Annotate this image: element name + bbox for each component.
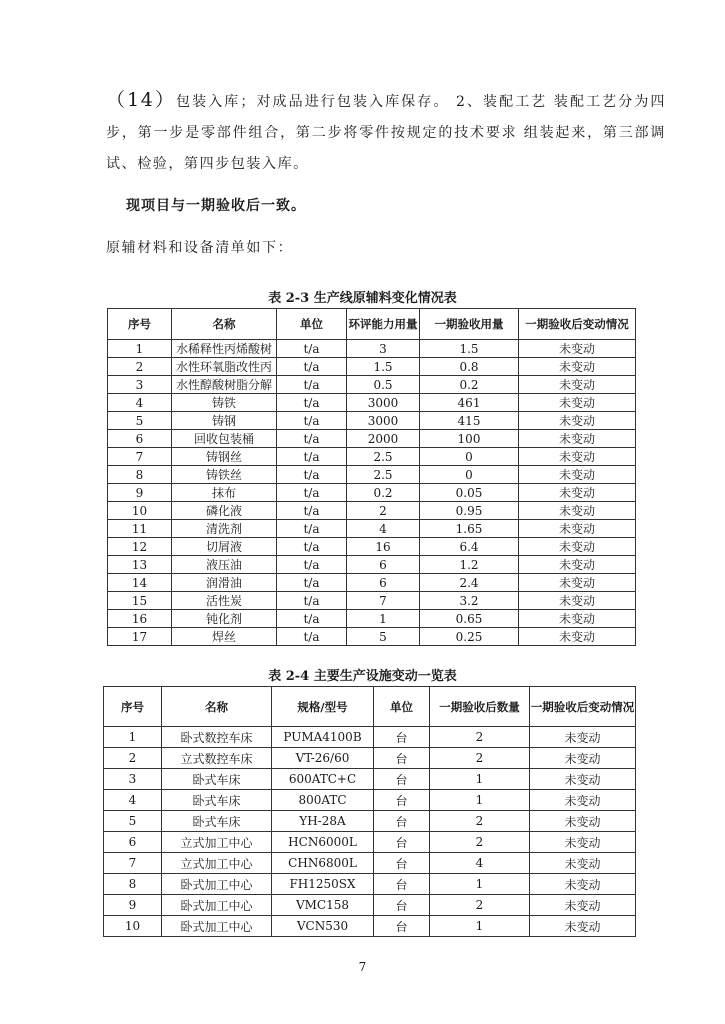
table-cell: 5 [104,811,162,832]
table-cell: FH1250SX [272,874,374,895]
table-cell: 600ATC+C [272,769,374,790]
table-row [104,811,636,832]
table-cell: t/a [277,574,347,592]
table-cell: 未变动 [530,769,636,790]
table-row [108,502,636,520]
header-cell: 名称 [172,309,277,340]
table-cell: 未变动 [519,430,636,448]
table-cell: t/a [277,394,347,412]
table-cell: 水性醇酸树脂分解 [172,376,277,394]
table-cell: 4 [108,394,172,412]
table-cell: 7 [104,853,162,874]
table-cell: 800ATC [272,790,374,811]
table-cell: 水稀释性丙烯酸树 [172,340,277,358]
table-cell: 切屑液 [172,538,277,556]
table-cell: 2.5 [347,448,420,466]
table-cell: t/a [277,556,347,574]
table-cell: 卧式车床 [162,769,272,790]
table-cell: 0.95 [420,502,519,520]
table-cell: 5 [108,412,172,430]
table-cell: 3 [347,340,420,358]
table-cell: 2 [430,832,530,853]
table1-caption: 表 2-3 生产线原辅料变化情况表 [268,291,457,306]
table-cell: 焊丝 [172,628,277,646]
table-cell: 1.5 [347,358,420,376]
table-cell: 立式加工中心 [162,832,272,853]
table-cell: 未变动 [519,466,636,484]
table-cell: 6 [347,556,420,574]
table-cell: 卧式数控车床 [162,727,272,748]
table-cell: 1.5 [420,340,519,358]
table-cell: 9 [108,484,172,502]
table-cell: 0.8 [420,358,519,376]
table-row [108,448,636,466]
header-cell: 一期验收用量 [420,309,519,340]
table-cell: 2.4 [420,574,519,592]
table-cell: 卧式加工中心 [162,895,272,916]
table-cell: 2 [108,358,172,376]
table-cell: 3 [108,376,172,394]
table-cell: 6 [108,430,172,448]
table-header-row [108,309,636,340]
table-cell: VT-26/60 [272,748,374,769]
table-cell: 未变动 [519,556,636,574]
table-cell: 铸铁 [172,394,277,412]
table-row [108,628,636,646]
table-cell: 12 [108,538,172,556]
table-cell: t/a [277,484,347,502]
table-row [104,874,636,895]
header-cell: 单位 [374,687,430,727]
table-row [104,853,636,874]
table-cell: 卧式车床 [162,790,272,811]
table-cell: 15 [108,592,172,610]
table-cell: 台 [374,769,430,790]
table-cell: 未变动 [530,853,636,874]
table-cell: HCN6000L [272,832,374,853]
table-cell: 未变动 [530,811,636,832]
table-cell: t/a [277,520,347,538]
table-cell: 3000 [347,394,420,412]
table-cell: 未变动 [530,916,636,937]
table-cell: t/a [277,466,347,484]
table-cell: 13 [108,556,172,574]
table-cell: VCN530 [272,916,374,937]
table-cell: 未变动 [519,520,636,538]
table-cell: 2 [430,811,530,832]
table-cell: 1 [104,727,162,748]
table-cell: 铸钢 [172,412,277,430]
table-cell: 2.5 [347,466,420,484]
table-cell: 6 [104,832,162,853]
table-row [108,610,636,628]
table-cell: 2 [430,895,530,916]
table-cell: t/a [277,448,347,466]
header-cell: 一期验收后变动情况 [519,309,636,340]
equipment-table [103,686,636,937]
table-cell: 未变动 [519,358,636,376]
table-cell: 2 [347,502,420,520]
table-row [108,556,636,574]
table-cell: 10 [108,502,172,520]
table-cell: 4 [430,853,530,874]
table-cell: 立式加工中心 [162,853,272,874]
table-cell: 1 [430,790,530,811]
table-row [104,790,636,811]
table-cell: 清洗剂 [172,520,277,538]
table-cell: 2 [430,727,530,748]
table-cell: 未变动 [519,502,636,520]
table-row [108,376,636,394]
table-row [108,358,636,376]
table-row [104,727,636,748]
table-cell: 台 [374,748,430,769]
header-cell: 序号 [108,309,172,340]
table-cell: 回收包装桶 [172,430,277,448]
table-row [104,748,636,769]
table-cell: 台 [374,790,430,811]
table-cell: 6 [347,574,420,592]
table-cell: 台 [374,916,430,937]
table-cell: 14 [108,574,172,592]
table-cell: 0.25 [420,628,519,646]
table-row [104,769,636,790]
table-cell: 铸钢丝 [172,448,277,466]
table-cell: 活性炭 [172,592,277,610]
table-cell: 7 [347,592,420,610]
table-cell: t/a [277,628,347,646]
table-cell: 1.2 [420,556,519,574]
table-cell: 0.65 [420,610,519,628]
header-cell: 单位 [277,309,347,340]
table-cell: t/a [277,538,347,556]
header-cell: 序号 [104,687,162,727]
materials-table-body [108,340,636,646]
table-cell: t/a [277,592,347,610]
table-cell: 未变动 [530,790,636,811]
materials-table [107,308,636,646]
table-cell: 5 [347,628,420,646]
consistency-statement: 现项目与一期验收后一致。 [126,198,306,214]
intro-text: 包装入库；对成品进行包装入库保存。 2、装配工艺 装配工艺分为四步，第一步是零部件组合，第二步将零件按规定的技术要求 组装起来，第三部调试、检验，第四步包装入库。 [106,94,666,172]
table-row [108,340,636,358]
table-cell: 未变动 [519,628,636,646]
table-cell: 卧式车床 [162,811,272,832]
table-cell: 1.65 [420,520,519,538]
table-cell: 4 [104,790,162,811]
table-cell: 抹布 [172,484,277,502]
table-cell: 2000 [347,430,420,448]
table-cell: 磷化液 [172,502,277,520]
table-cell: 未变动 [530,748,636,769]
table-cell: 17 [108,628,172,646]
table-cell: 0.2 [347,484,420,502]
table-cell: 7 [108,448,172,466]
table-cell: 0 [420,466,519,484]
table-row [108,592,636,610]
equipment-table-body [104,727,636,937]
table-cell: t/a [277,412,347,430]
table-cell: 3000 [347,412,420,430]
table-cell: 未变动 [519,484,636,502]
table-row [108,538,636,556]
table-cell: 未变动 [519,574,636,592]
header-cell: 名称 [162,687,272,727]
table-cell: 2 [430,748,530,769]
table-cell: 卧式加工中心 [162,874,272,895]
table-cell: 461 [420,394,519,412]
table-cell: 钝化剂 [172,610,277,628]
table-row [104,832,636,853]
table-cell: 水性环氧脂改性丙 [172,358,277,376]
header-cell: 一期验收后变动情况 [530,687,636,727]
table-cell: 1 [430,769,530,790]
table-cell: 台 [374,832,430,853]
table-cell: 8 [104,874,162,895]
table2-caption: 表 2-4 主要生产设施变动一览表 [268,669,457,684]
table-cell: 未变动 [519,394,636,412]
table-cell: 3.2 [420,592,519,610]
table-cell: t/a [277,502,347,520]
header-cell: 环评能力用量 [347,309,420,340]
table-cell: 16 [347,538,420,556]
table-cell: 0.2 [420,376,519,394]
table-row [108,574,636,592]
table-cell: 台 [374,727,430,748]
table-cell: PUMA4100B [272,727,374,748]
table-row [108,430,636,448]
table-row [108,466,636,484]
table-row [108,412,636,430]
table-cell: 台 [374,895,430,916]
table-cell: 0.05 [420,484,519,502]
table-cell: 100 [420,430,519,448]
table-cell: 8 [108,466,172,484]
table-cell: 未变动 [519,340,636,358]
table-cell: 11 [108,520,172,538]
table-cell: 未变动 [530,874,636,895]
intro-paragraph [106,85,666,180]
table-row [108,484,636,502]
table-cell: 未变动 [530,895,636,916]
table-cell: t/a [277,610,347,628]
table-cell: 1 [430,916,530,937]
table-cell: YH-28A [272,811,374,832]
table-cell: 台 [374,853,430,874]
header-cell: 一期验收后数量 [430,687,530,727]
table-row [104,895,636,916]
table-cell: 6.4 [420,538,519,556]
table-cell: 未变动 [519,610,636,628]
table-header-row [104,687,636,727]
table-cell: VMC158 [272,895,374,916]
table-cell: 铸铁丝 [172,466,277,484]
table-cell: 1 [347,610,420,628]
table-cell: t/a [277,340,347,358]
table-cell: t/a [277,376,347,394]
table-cell: 0.5 [347,376,420,394]
table-cell: t/a [277,430,347,448]
table-cell: 未变动 [530,727,636,748]
table-row [108,394,636,412]
page-number: 7 [358,960,367,974]
table-cell: 4 [347,520,420,538]
table-cell: 2 [104,748,162,769]
table-cell: 未变动 [519,376,636,394]
table-cell: 10 [104,916,162,937]
table-cell: CHN6800L [272,853,374,874]
table-row [104,916,636,937]
table-cell: 未变动 [519,538,636,556]
table-cell: 16 [108,610,172,628]
table-cell: 卧式加工中心 [162,916,272,937]
table-cell: 9 [104,895,162,916]
table-cell: 未变动 [519,592,636,610]
table-cell: 润滑油 [172,574,277,592]
table-cell: 未变动 [519,448,636,466]
table-cell: 1 [108,340,172,358]
table-cell: 液压油 [172,556,277,574]
list-intro: 原辅材料和设备清单如下： [106,240,294,256]
table-cell: 1 [430,874,530,895]
table-cell: 未变动 [530,832,636,853]
table-cell: 415 [420,412,519,430]
table-cell: 未变动 [519,412,636,430]
table-cell: 台 [374,811,430,832]
table-cell: 台 [374,874,430,895]
table-cell: 立式数控车床 [162,748,272,769]
table-cell: t/a [277,358,347,376]
step-number: （14） [106,89,177,111]
header-cell: 规格/型号 [272,687,374,727]
table-row [108,520,636,538]
table-cell: 0 [420,448,519,466]
table-cell: 3 [104,769,162,790]
